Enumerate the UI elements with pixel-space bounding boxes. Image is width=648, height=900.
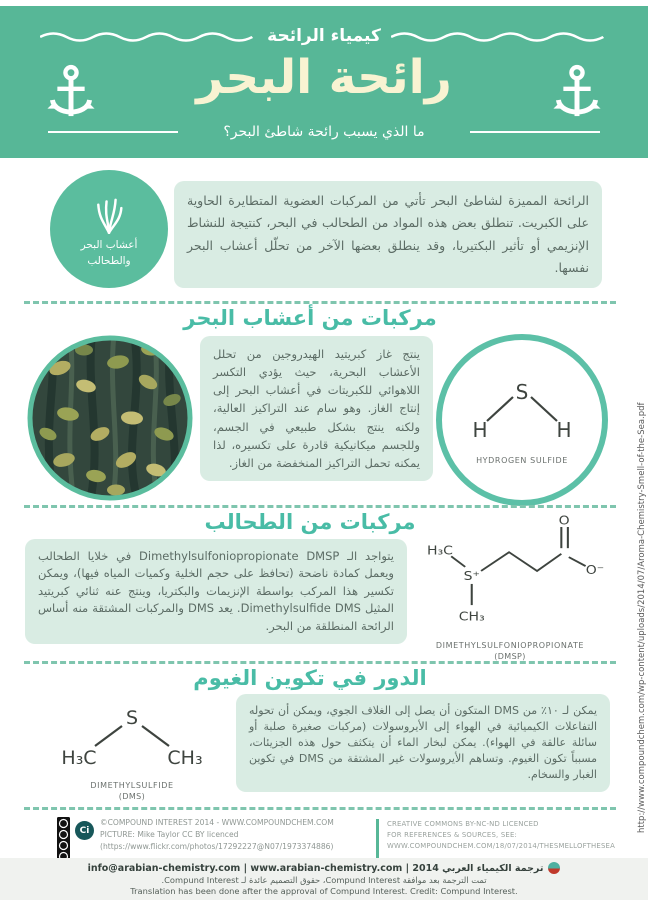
svg-text:S: S xyxy=(515,380,529,404)
header-banner xyxy=(0,6,648,158)
translator-contacts: ترجمة الكيمياء العربي 2014 | info@arabian-chemistry.com | www.arabian-chemistry.com xyxy=(87,862,544,874)
dms-structure-icon xyxy=(37,700,227,776)
approval-line-arabic: تمت الترجمة بعد موافقة Compund Interest، حقوق التصميم عائدة لـ Compund Interest. xyxy=(161,875,487,885)
seaweed-photo xyxy=(26,334,194,502)
algae-paragraph: يتواجد الـ Dimethylsulfoniopropionate DMSP في خلايا الطحالب ويعمل كمادة ناضحة (تحافظ على حجم الخلية وكميات المياه فيها)، ويمكن تكسير هذا المركب بواسطة الإنزيمات والبكتريا، وينتج عنه ثنائي كبريتيد المثيل Dimethylsulfide DMS. يعد DMS والمركبات المشتقة منه أساس الرائحة المنطلقة من البحر. xyxy=(25,539,407,644)
wave-line-right-icon xyxy=(391,30,608,42)
hydrogen-sulfide-diagram xyxy=(436,334,608,506)
svg-text:CH₃: CH₃ xyxy=(167,747,203,769)
svg-text:O⁻: O⁻ xyxy=(585,563,605,578)
dashed-divider xyxy=(24,505,616,508)
dashed-divider xyxy=(24,807,616,810)
dmsp-structure-icon xyxy=(412,514,608,636)
badge-label-line1: أعشاب البحر xyxy=(80,238,138,251)
footer-separator xyxy=(376,819,379,859)
section-heading-clouds: الدور في تكوين الغيوم xyxy=(193,666,427,690)
svg-text:H: H xyxy=(472,418,488,442)
subtitle-line-right xyxy=(470,131,600,133)
subtitle-line-left xyxy=(48,131,178,133)
source-url-vertical: http://www.compoundchem.com/wp-content/uploads/2014/07/Aroma-Chemistry-Smell-of-the-Sea.pdf xyxy=(637,402,647,833)
dmsp-abbr-label: (DMSP) xyxy=(494,652,526,661)
page-subtitle: ما الذي يسبب رائحة شاطئ البحر؟ xyxy=(223,124,425,140)
subtitle-row xyxy=(48,124,600,140)
section-heading-seaweed: مركبات من أعشاب البحر xyxy=(183,306,437,330)
approval-line-english: Translation has been done after the approval of Compund Interest. Credit: Compund Interest. xyxy=(130,886,518,896)
kicker-row xyxy=(40,26,608,46)
translator-line xyxy=(88,862,561,874)
cc-license-icons xyxy=(57,817,70,863)
dms-name-label: DIMETHYLSULFIDE xyxy=(90,781,174,790)
page-title: رائحة البحر xyxy=(196,50,452,105)
svg-text:O: O xyxy=(558,514,570,529)
seaweed-algae-badge xyxy=(50,170,168,288)
compound-interest-logo: Ci xyxy=(75,821,94,840)
h2s-name-label: HYDROGEN SULFIDE xyxy=(476,456,568,465)
seaweed-icon xyxy=(83,190,135,236)
footer-left-credits xyxy=(100,817,372,852)
svg-text:H₃C: H₃C xyxy=(427,544,453,559)
dashed-divider xyxy=(24,301,616,304)
dashed-divider xyxy=(24,661,616,664)
svg-text:CH₃: CH₃ xyxy=(458,610,485,625)
wave-line-left-icon xyxy=(40,30,257,42)
copyright-line: ©COMPOUND INTEREST 2014 - WWW.COMPOUNDCHEM.COM xyxy=(100,818,334,827)
section-heading-algae: مركبات من الطحالب xyxy=(204,510,416,534)
footer-right-credits xyxy=(387,819,615,852)
intro-paragraph: الرائحة المميزة لشاطئ البحر تأتي من المركبات العضوية المتطايرة الحاوية على الكبريت. تنطلق بعض هذه المواد من الطحالب في البحر، كنتيجة للنشاط الإنزيمي أو تأثير البكتيريا، وقد ينطلق بعضها الآخر من تحلّل أعشاب البحر نفسها. xyxy=(174,181,602,288)
flickr-link: (https://www.flickr.com/photos/17292227@N07/1973374886) xyxy=(100,841,334,851)
compoundchem-link: WWW.COMPOUNDCHEM.COM/18/07/2014/THESMELLOFTHESEA xyxy=(387,842,616,851)
svg-text:H₃C: H₃C xyxy=(61,747,97,769)
references-line: FOR REFERENCES & SOURCES, SEE: xyxy=(387,831,518,840)
translation-bar xyxy=(0,858,648,900)
clouds-paragraph: يمكن لـ ١٠٪ من DMS المتكون أن يصل إلى الغلاف الجوي، ويمكن أن تحوله التفاعلات الكيميائية في الهواء إلى الأيروسولات (مركبات صغيرة صلبة أو سائلة عالقة في الهواء). يمكن لبخار الماء أن يتكثف حول هذه الجزيئات، مسبباً تكون الغيوم. وتساهم الأيروسولات غير المشتقة من DMS في تكوين الغبار والسخام. xyxy=(236,694,610,792)
seaweed-paragraph: ينتج غاز كبريتيد الهيدروجين من تحلل الأعشاب البحرية، حيث يؤدي التكسر اللاهوائي للكبريتات في أعشاب البحر إلى إنتاج الغاز. وهو سام عند التراكيز العالية، ولكنه ينتج بشكل طبيعي في الجسم، وللجسم ميكانيكية قادرة على تكسيره، لذا يمكنه تحمل التراكيز المنخفضة من الغاز. xyxy=(200,336,433,481)
picture-credit-line: PICTURE: Mike Taylor CC BY licenced xyxy=(100,829,239,839)
h2s-structure-icon xyxy=(447,373,597,455)
arabian-chemistry-logo-icon xyxy=(548,862,560,874)
svg-text:S: S xyxy=(125,707,139,729)
badge-label-line2: والطحالب xyxy=(87,255,131,267)
dmsp-name-label: DIMETHYLSULFONIOPROPIONATE xyxy=(435,641,585,650)
dmsp-diagram xyxy=(410,514,610,661)
dms-diagram xyxy=(32,700,232,801)
kicker-text: كيمياء الرائحة xyxy=(267,26,381,46)
license-line: CREATIVE COMMONS BY-NC-ND LICENCED xyxy=(387,820,539,828)
svg-text:S⁺: S⁺ xyxy=(463,569,480,584)
dms-abbr-label: (DMS) xyxy=(118,792,146,801)
svg-text:H: H xyxy=(556,418,572,442)
